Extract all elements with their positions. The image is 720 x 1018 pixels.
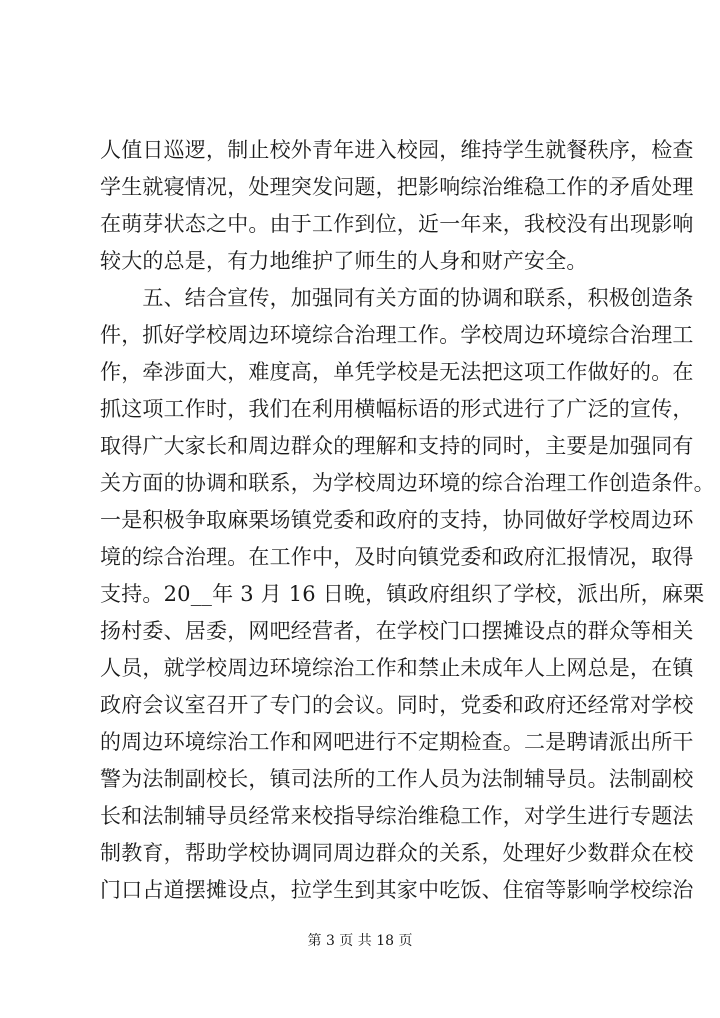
text-line: 制教育，帮助学校协调同周边群众的关系，处理好少数群众在校 xyxy=(100,841,694,865)
text-line: 人值日巡逻，制止校外青年进入校园，维持学生就餐秩序，检查 xyxy=(100,138,694,162)
text-line: 关方面的协调和联系，为学校周边环境的综合治理工作创造条件。 xyxy=(100,471,715,495)
text-line: 支持。20__年 3 月 16 日晚，镇政府组织了学校，派出所，麻栗 xyxy=(100,582,705,606)
text-line: 抓这项工作时，我们在利用横幅标语的形式进行了广泛的宣传， xyxy=(100,397,694,421)
text-line: 一是积极争取麻栗场镇党委和政府的支持，协同做好学校周边环 xyxy=(100,508,694,532)
paragraph-start-line: 五、结合宣传，加强同有关方面的协调和联系，积极创造条 xyxy=(100,286,694,310)
text-line: 在萌芽状态之中。由于工作到位，近一年来，我校没有出现影响 xyxy=(100,212,694,236)
text-line: 人员，就学校周边环境综治工作和禁止未成年人上网总是，在镇 xyxy=(100,656,694,680)
page-number-footer: 第 3 页 共 18 页 xyxy=(307,933,413,949)
text-line: 件，抓好学校周边环境综合治理工作。学校周边环境综合治理工 xyxy=(100,323,694,347)
text-line: 取得广大家长和周边群众的理解和支持的同时，主要是加强同有 xyxy=(100,434,694,458)
text-line: 的周边环境综治工作和网吧进行不定期检查。二是聘请派出所干 xyxy=(100,730,694,754)
text-line: 作，牵涉面大，难度高，单凭学校是无法把这项工作做好的。在 xyxy=(100,360,694,384)
text-line: 政府会议室召开了专门的会议。同时，党委和政府还经常对学校 xyxy=(100,693,694,717)
text-line: 长和法制辅导员经常来校指导综治维稳工作，对学生进行专题法 xyxy=(100,804,694,828)
text-line: 门口占道摆摊设点，拉学生到其家中吃饭、住宿等影响学校综治 xyxy=(100,878,694,902)
text-line: 学生就寝情况，处理突发问题，把影响综治维稳工作的矛盾处理 xyxy=(100,175,694,199)
text-line: 警为法制副校长，镇司法所的工作人员为法制辅导员。法制副校 xyxy=(100,767,694,791)
text-line: 境的综合治理。在工作中，及时向镇党委和政府汇报情况，取得 xyxy=(100,545,694,569)
text-line: 较大的总是，有力地维护了师生的人身和财产安全。 xyxy=(100,249,588,273)
text-line: 扬村委、居委，网吧经营者，在学校门口摆摊设点的群众等相关 xyxy=(100,619,694,643)
